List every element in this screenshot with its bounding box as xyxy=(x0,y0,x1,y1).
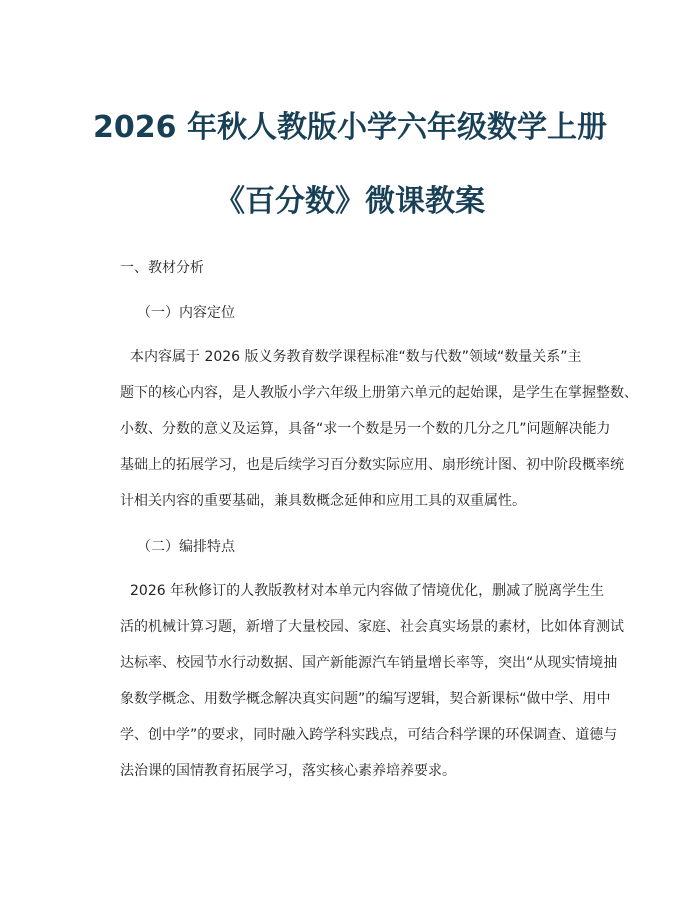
paragraph-line: 活的机械计算习题，新增了大量校园、家庭、社会真实场景的素材，比如体育测试 xyxy=(120,619,624,635)
paragraph-line: 学、创中学”的要求，同时融入跨学科实践点，可结合科学课的环保调查、道德与 xyxy=(120,727,618,743)
document-title-line-2: 《百分数》微课教案 xyxy=(215,184,485,219)
paragraph-content-positioning xyxy=(120,339,638,519)
paragraph-line: 题下的核心内容，是人教版小学六年级上册第六单元的起始课，是学生在掌握整数、 xyxy=(120,385,638,401)
paragraph-arrangement-features xyxy=(120,573,624,789)
paragraph-line: 基础上的拓展学习，也是后续学习百分数实际应用、扇形统计图、初中阶段概率统 xyxy=(120,457,624,473)
paragraph-line: 法治课的国情教育拓展学习，落实核心素养培养要求。 xyxy=(120,763,456,779)
subsection-heading-arrangement-features: （二）编排特点 xyxy=(137,539,235,555)
section-heading-textbook-analysis: 一、教材分析 xyxy=(120,260,204,276)
paragraph-line: 本内容属于 2026 版义务教育数学课程标准“数与代数”领域“数量关系”主 xyxy=(130,349,582,365)
paragraph-line: 小数、分数的意义及运算，具备“求一个数是另一个数的几分之几”问题解决能力 xyxy=(120,421,611,437)
paragraph-line: 2026 年秋修订的人教版教材对本单元内容做了情境优化，删减了脱离学生生 xyxy=(130,583,605,599)
document-title-line-1: 2026 年秋人教版小学六年级数学上册 xyxy=(93,110,607,145)
paragraph-line: 象数学概念、用数学概念解决真实问题”的编写逻辑，契合新课标“做中学、用中 xyxy=(120,691,611,707)
paragraph-line: 计相关内容的重要基础，兼具数概念延伸和应用工具的双重属性。 xyxy=(120,493,526,509)
paragraph-line: 达标率、校园节水行动数据、国产新能源汽车销量增长率等，突出“从现实情境抽 xyxy=(120,655,618,671)
subsection-heading-content-positioning: （一）内容定位 xyxy=(137,305,235,321)
